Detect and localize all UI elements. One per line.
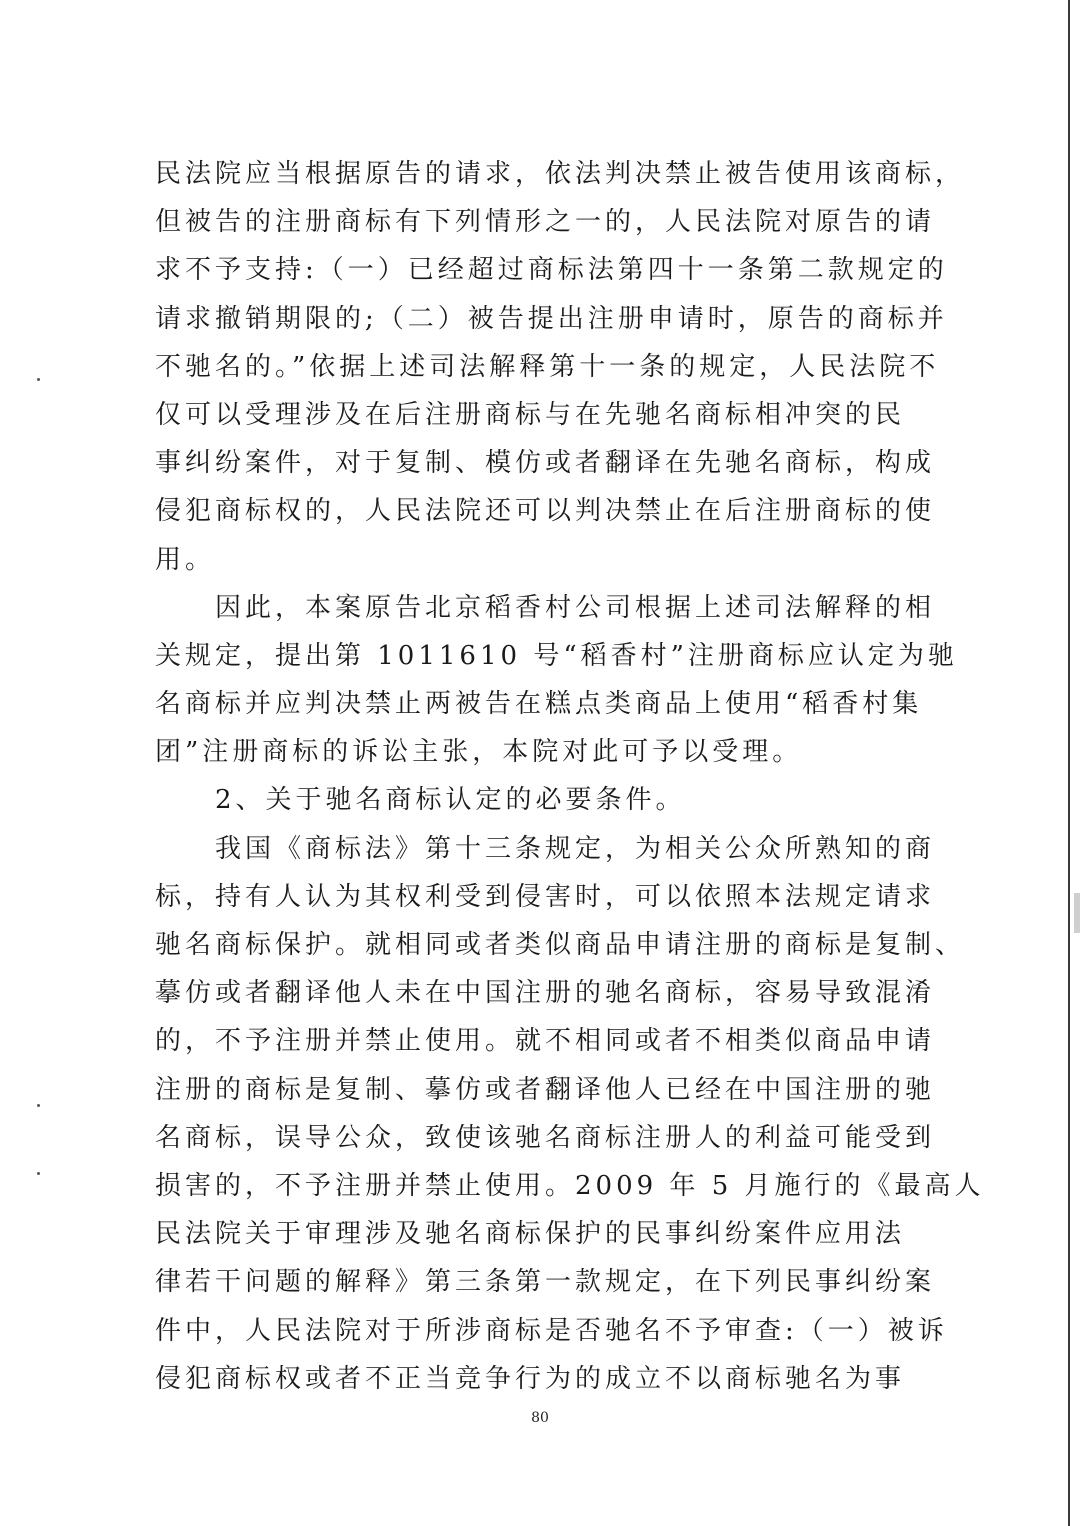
text-line: 团”注册商标的诉讼主张，本院对此可予以受理。 — [155, 737, 803, 768]
text-line: 律若干问题的解释》第三条第一款规定，在下列民事纠纷案 — [155, 1267, 936, 1298]
text-line: 的，不予注册并禁止使用。就不相同或者不相类似商品申请 — [155, 1026, 936, 1057]
text-line: 件中，人民法院对于所涉商标是否驰名不予审查:（一）被诉 — [155, 1315, 948, 1346]
scan-edge-line — [1068, 0, 1070, 1526]
text-line: 标，持有人认为其权利受到侵害时，可以依照本法规定请求 — [155, 881, 936, 912]
page-number: 80 — [531, 1410, 549, 1426]
text-line: 仅可以受理涉及在后注册商标与在先驰名商标相冲突的民 — [155, 399, 906, 430]
text-line: 名商标并应判决禁止两被告在糕点类商品上使用“稻香村集 — [155, 689, 923, 720]
text-line: 驰名商标保护。就相同或者类似商品申请注册的商标是复制、 — [155, 930, 966, 960]
scan-speck — [37, 378, 40, 381]
text-line: 民法院关于审理涉及驰名商标保护的民事纠纷案件应用法 — [155, 1219, 906, 1250]
text-line: 注册的商标是复制、摹仿或者翻译他人已经在中国注册的驰 — [155, 1074, 936, 1105]
scan-speck — [37, 1104, 40, 1107]
text-line: 名商标，误导公众，致使该驰名商标注册人的利益可能受到 — [155, 1122, 936, 1153]
text-line: 摹仿或者翻译他人未在中国注册的驰名商标，容易导致混淆 — [155, 978, 936, 1009]
text-line: 事纠纷案件，对于复制、模仿或者翻译在先驰名商标，构成 — [155, 448, 936, 479]
text-line: 请求撤销期限的;（二）被告提出注册申请时，原告的商标并 — [155, 303, 948, 334]
text-line: 关规定，提出第 1011610 号“稻香村”注册商标应认定为驰 — [155, 640, 958, 671]
text-line: 因此，本案原告北京稻香村公司根据上述司法解释的相 — [155, 592, 936, 623]
text-line: 损害的，不予注册并禁止使用。2009 年 5 月施行的《最高人 — [155, 1170, 985, 1201]
scan-speck — [37, 1172, 40, 1175]
text-line: 求不予支持:（一）已经超过商标法第四十一条第二款规定的 — [155, 255, 948, 286]
document-body — [155, 150, 985, 1394]
text-line: 不驰名的。”依据上述司法解释第十一条的规定，人民法院不 — [155, 351, 940, 382]
scan-edge-mark — [1074, 893, 1080, 933]
text-line: 用。 — [155, 544, 216, 575]
text-line: 侵犯商标权的，人民法院还可以判决禁止在后注册商标的使 — [155, 496, 936, 527]
text-line: 2、关于驰名商标认定的必要条件。 — [155, 785, 686, 816]
text-line: 我国《商标法》第十三条规定，为相关公众所熟知的商 — [155, 833, 936, 864]
text-line: 侵犯商标权或者不正当竞争行为的成立不以商标驰名为事 — [155, 1363, 906, 1394]
text-line: 但被告的注册商标有下列情形之一的，人民法院对原告的请 — [155, 207, 936, 238]
text-line: 民法院应当根据原告的请求，依法判决禁止被告使用该商标， — [155, 159, 966, 189]
